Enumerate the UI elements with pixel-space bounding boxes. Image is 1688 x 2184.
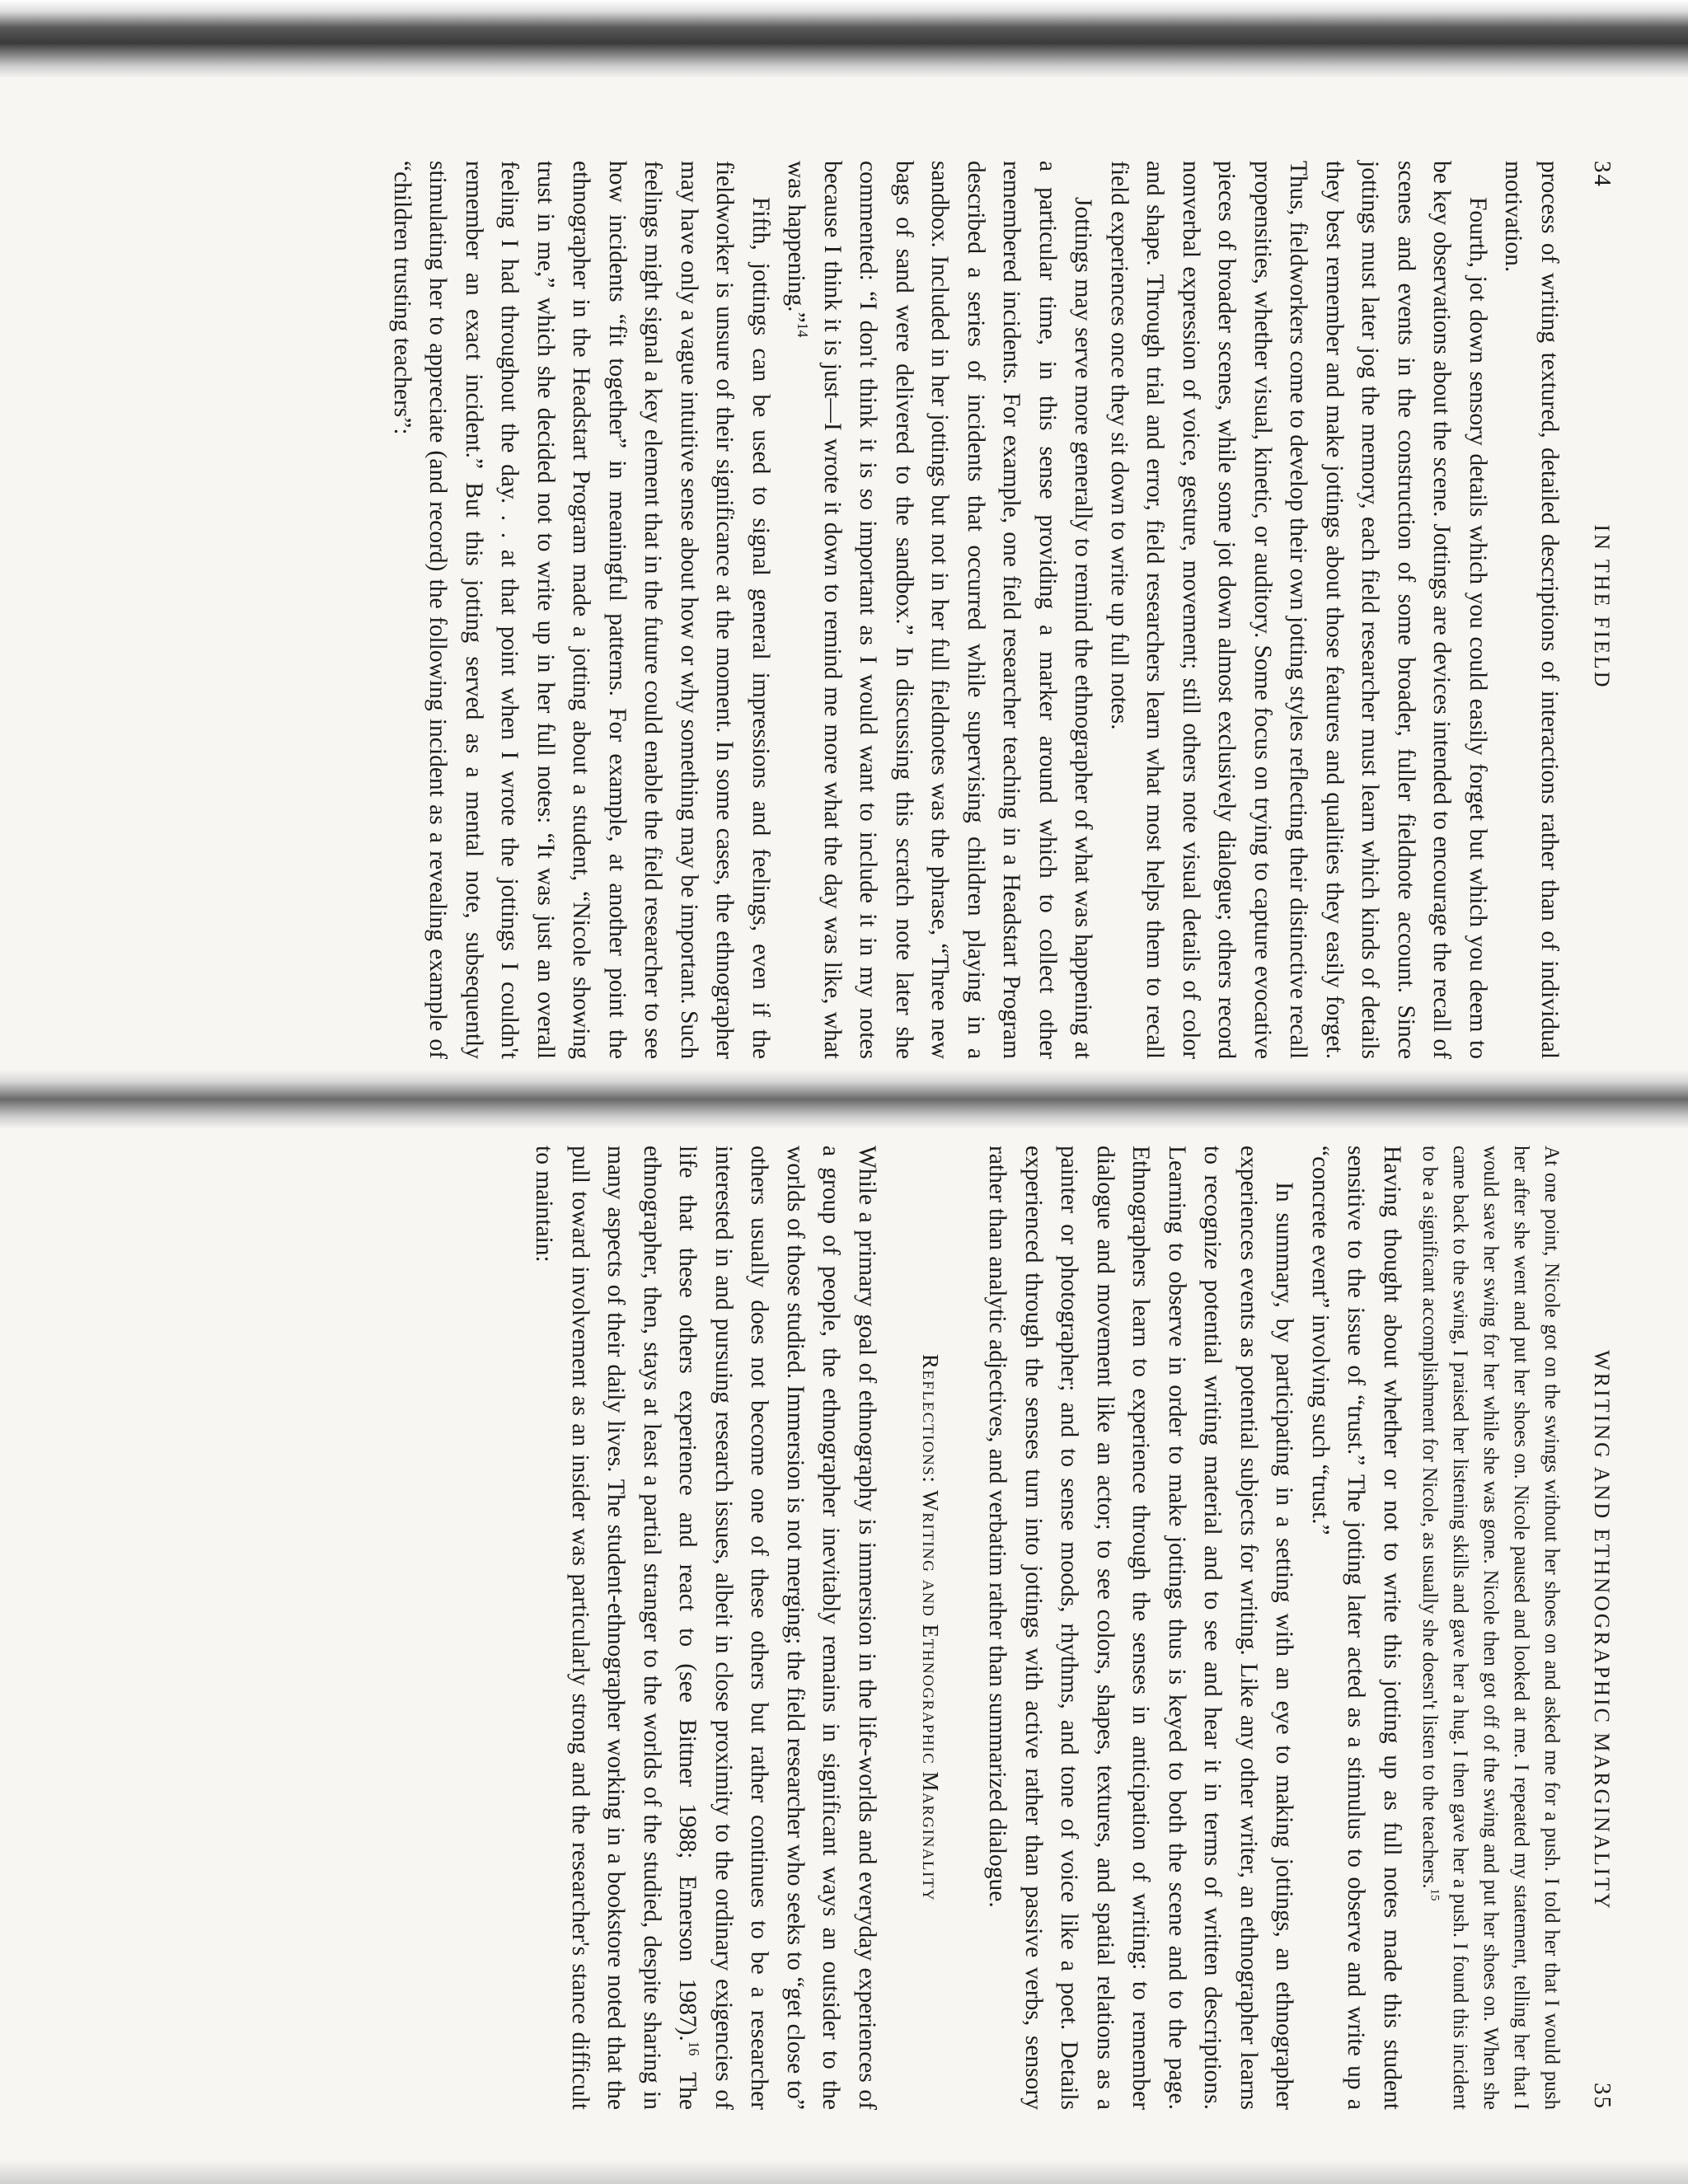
scan-edge-shadow-bottom <box>0 2159 1688 2184</box>
footnote-ref-16: 16 <box>686 2041 703 2056</box>
left-paragraph-3 <box>778 161 1101 1059</box>
left-paragraph-3-text: Jottings may serve more generally to remind the ethnographer of what was happening at a particular time, in this sense providing a marker around which to collect other remembered incidents. For example, one field researcher teaching in a Headstart Program described a series of incidents that occurred while supervising children playing in a sandbox. Included in her jottings but not in her full fieldnotes was the phrase, “Three new bags of sand were delivered to the sandbox.” In discussing this scratch note later she commented: “I don't think it is so important as I would want to include it in my notes because I think it is just—I wrote it down to remind me more what the day was like, what was happening.” <box>783 161 1097 1059</box>
left-page <box>115 161 1615 1059</box>
footnote-ref-14: 14 <box>795 322 812 338</box>
section-heading: Reflections: Writing and Ethnographic Marginality <box>918 1353 943 1902</box>
right-paragraph-2: In summary, by participating in a setting with an eye to making jottings, an ethnographer experiences events as potential subjects for writing. Like any other writer, an ethnographer learns to recognize potential writing material and to see and hear it in terms of written descriptions. Learning to observe in order to make jottings thus is keyed to both the scene and to the page. Ethnographers learn to experience through the senses in anticipation of writing: to remember dialogue and movement like an actor; to see colors, shapes, textures, and spatial relations as a painter or photographer; and to sense moods, rhythms, and tone of voice like a poet. Details experienced through the senses turn into jottings with active rather than passive verbs, sensory rather than analytic adjectives, and verbatim rather than summarized dialogue. <box>984 1146 1298 2110</box>
left-running-head <box>1588 161 1615 1059</box>
left-paragraph-2: Fourth, jot down sensory details which you could easily forget but which you deem to be key observations about the scene. Jottings are devices intended to encourage the recall of scenes and events in the construction of some broader, fuller fieldnote account. Since jottings must later jog the memory, each field researcher must learn which kinds of details they best remember and make jottings about those features and qualities they easily forget. Thus, fieldworkers come to develop their own jotting styles reflecting their distinctive recall propensities, whether visual, kinetic, or auditory. Some focus on trying to capture evocative pieces of broader scenes, while some jot down almost exclusively dialogue; others record nonverbal expression of voice, gesture, movement; still others note visual details of color and shape. Through trial and error, field researchers learn what most helps them to recall field experiences once they sit down to write up full notes. <box>1106 161 1491 1059</box>
footnote-ref-15: 15 <box>1428 1888 1442 1901</box>
right-paragraph-1: Having thought about whether or not to write this jotting up as full notes made this student sensitive to the issue of “trust.” The jotting later acted as a stimulus to observe and write up a “concrete event” involving such “trust.” <box>1307 1146 1405 2110</box>
right-running-title: WRITING AND ETHNOGRAPHIC MARGINALITY <box>1590 1350 1614 1911</box>
right-paragraph-3 <box>526 1146 884 2110</box>
scan-edge-shadow-top <box>0 0 1688 78</box>
left-paragraph-4: Fifth, jottings can be used to signal general impressions and feelings, even if the fieldworker is unsure of their significance at the moment. In some cases, the ethnographer may have only a vague intuitive sense about how or why something may be important. Such feelings might signal a key element that in the future could enable the field researcher to see how incidents “fit together” in meaningful patterns. For example, at another point the ethnographer in the Headstart Program made a jotting about a student, “Nicole showing trust in me,” which she decided not to write up in her full notes: “It was just an overall feeling I had throughout the day. . . at that point when I wrote the jottings I couldn't remember an exact incident.” But this jotting served as a mental note, subsequently stimulating her to appreciate (and record) the following incident as a revealing example of “children trusting teachers”: <box>389 161 774 1059</box>
block-quote-text: At one point, Nicole got on the swings without her shoes on and asked me for a push. I told her that I would push her after she went and put her shoes on. Nicole paused and looked at me. I repeated my statement, telling her that I would save her swing for her while she was gone. Nicole then got off of the swing and put her shoes on. When she came back to the swing, I praised her listening skills and gave her a hug. I then gave her a push. I found this incident to be a significant accomplishment for Nicole, as usually she doesn't listen to the teachers. <box>1418 1146 1563 2110</box>
right-page-number: 35 <box>1589 2083 1615 2110</box>
left-paragraph-1: process of writing textured, detailed descriptions of interactions rather than of individual motivation. <box>1500 161 1563 1059</box>
right-page <box>115 1146 1615 2110</box>
left-page-number: 34 <box>1589 161 1615 188</box>
right-paragraph-3-text: While a primary goal of ethnography is immersion in the life-worlds and everyday experiences of a group of people, the ethnographer inevitably remains in significant ways an outsider to the worlds of those studied. Immersion is not merging; the field researcher who seeks to “get close to” others usually does not become one of these others but rather continues to be a researcher interested in and pursuing research issues, albeit in close proximity to the ordinary exigencies of life that these others experience and react to (see Bittner 1988; Emerson 1987). <box>674 1146 880 2110</box>
left-running-title: IN THE FIELD <box>1590 524 1614 690</box>
block-quote <box>1414 1146 1567 2110</box>
right-running-head <box>1588 1146 1615 2110</box>
book-gutter-fold <box>0 1070 1688 1129</box>
right-paragraph-3-tail: The ethnographer, then, stays at least a partial stranger to the worlds of the studied, despite sharing in many aspects of their daily lives. The student-ethnographer working in a bookstore noted that the pull toward involvement as an insider was particularly strong and the researcher's stance difficult to maintain: <box>531 1146 701 2110</box>
